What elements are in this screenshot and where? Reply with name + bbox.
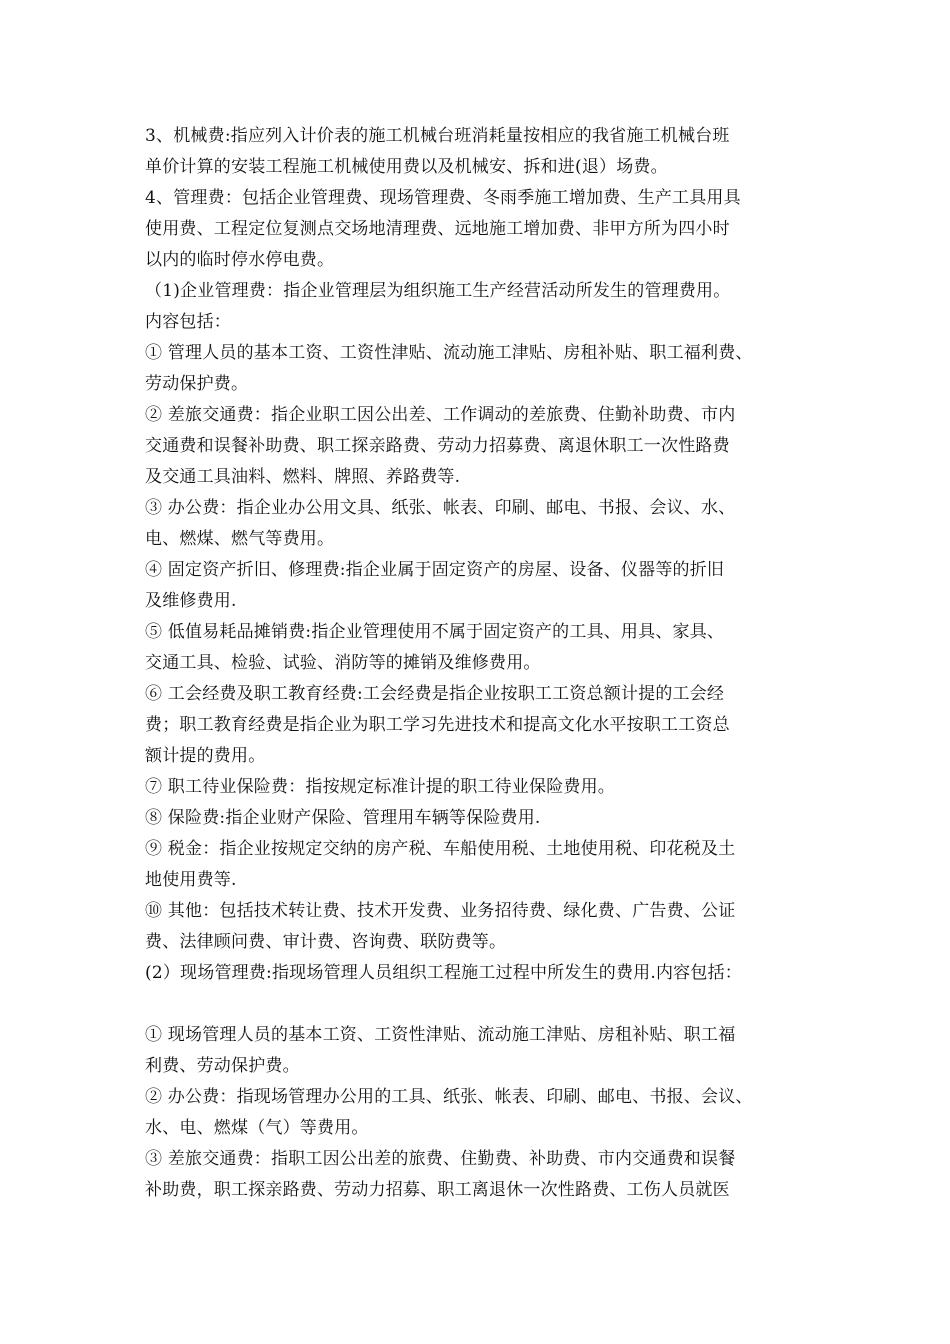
text-line: 及交通工具油料、燃料、牌照、养路费等. bbox=[145, 467, 461, 487]
text-line: 及维修费用. bbox=[145, 591, 237, 611]
text-line: 交通工具、检验、试验、消防等的摊销及维修费用。 bbox=[145, 653, 541, 673]
text-line: 内容包括： bbox=[145, 312, 231, 332]
text-line: 额计提的费用。 bbox=[145, 746, 266, 766]
text-line: 3、机械费:指应列入计价表的施工机械台班消耗量按相应的我省施工机械台班 bbox=[145, 126, 730, 146]
text-line: 使用费、工程定位复测点交场地清理费、远地施工增加费、非甲方所为四小时 bbox=[145, 219, 730, 239]
text-line: 费、法律顾问费、审计费、咨询费、联防费等。 bbox=[145, 932, 507, 952]
text-line: ③ 差旅交通费：指职工因公出差的旅费、住勤费、补助费、市内交通费和误餐 bbox=[145, 1149, 736, 1169]
text-line: 电、燃煤、燃气等费用。 bbox=[145, 529, 335, 549]
text-line: 地使用费等. bbox=[145, 870, 237, 890]
text-line: 单价计算的安装工程施工机械使用费以及机械安、拆和进(退）场费。 bbox=[145, 157, 668, 177]
text-line: ① 现场管理人员的基本工资、工资性津贴、流动施工津贴、房租补贴、职工福 bbox=[145, 1025, 736, 1045]
text-line: (2）现场管理费:指现场管理人员组织工程施工过程中所发生的费用.内容包括： bbox=[145, 963, 742, 983]
text-line: ② 办公费：指现场管理办公用的工具、纸张、帐表、印刷、邮电、书报、会议、 bbox=[145, 1087, 753, 1107]
text-line: 4、管理费：包括企业管理费、现场管理费、冬雨季施工增加费、生产工具用具 bbox=[145, 188, 741, 208]
text-line: 劳动保护费。 bbox=[145, 374, 249, 394]
text-line: ⑦ 职工待业保险费：指按规定标准计提的职工待业保险费用。 bbox=[145, 777, 616, 797]
text-line: 补助费，职工探亲路费、劳动力招募、职工离退休一次性路费、工伤人员就医 bbox=[145, 1180, 730, 1200]
text-line: 利费、劳动保护费。 bbox=[145, 1056, 300, 1076]
text-line: 以内的临时停水停电费。 bbox=[145, 250, 335, 270]
text-line: ⑥ 工会经费及职工教育经费:工会经费是指企业按职工工资总额计提的工会经 bbox=[145, 684, 725, 704]
text-line: ⑩ 其他：包括技术转让费、技术开发费、业务招待费、绿化费、广告费、公证 bbox=[145, 901, 736, 921]
text-line: ⑤ 低值易耗品摊销费:指企业管理使用不属于固定资产的工具、用具、家具、 bbox=[145, 622, 725, 642]
text-line: 交通费和误餐补助费、职工探亲路费、劳动力招募费、离退休职工一次性路费 bbox=[145, 436, 730, 456]
text-line: （1)企业管理费：指企业管理层为组织施工生产经营活动所发生的管理费用。 bbox=[145, 281, 731, 301]
text-line: 费；职工教育经费是指企业为职工学习先进技术和提高文化水平按职工工资总 bbox=[145, 715, 730, 735]
text-line: ⑧ 保险费:指企业财产保险、管理用车辆等保险费用. bbox=[145, 808, 541, 828]
text-line: ③ 办公费：指企业办公用文具、纸张、帐表、印刷、邮电、书报、会议、水、 bbox=[145, 498, 736, 518]
text-line: ① 管理人员的基本工资、工资性津贴、流动施工津贴、房租补贴、职工福利费、 bbox=[145, 343, 753, 363]
text-line: ④ 固定资产折旧、修理费:指企业属于固定资产的房屋、设备、仪器等的折旧 bbox=[145, 560, 725, 580]
text-line: ② 差旅交通费：指企业职工因公出差、工作调动的差旅费、住勤补助费、市内 bbox=[145, 405, 736, 425]
text-line: 水、电、燃煤（气）等费用。 bbox=[145, 1118, 369, 1138]
text-line: ⑨ 税金：指企业按规定交纳的房产税、车船使用税、土地使用税、印花税及土 bbox=[145, 839, 736, 859]
